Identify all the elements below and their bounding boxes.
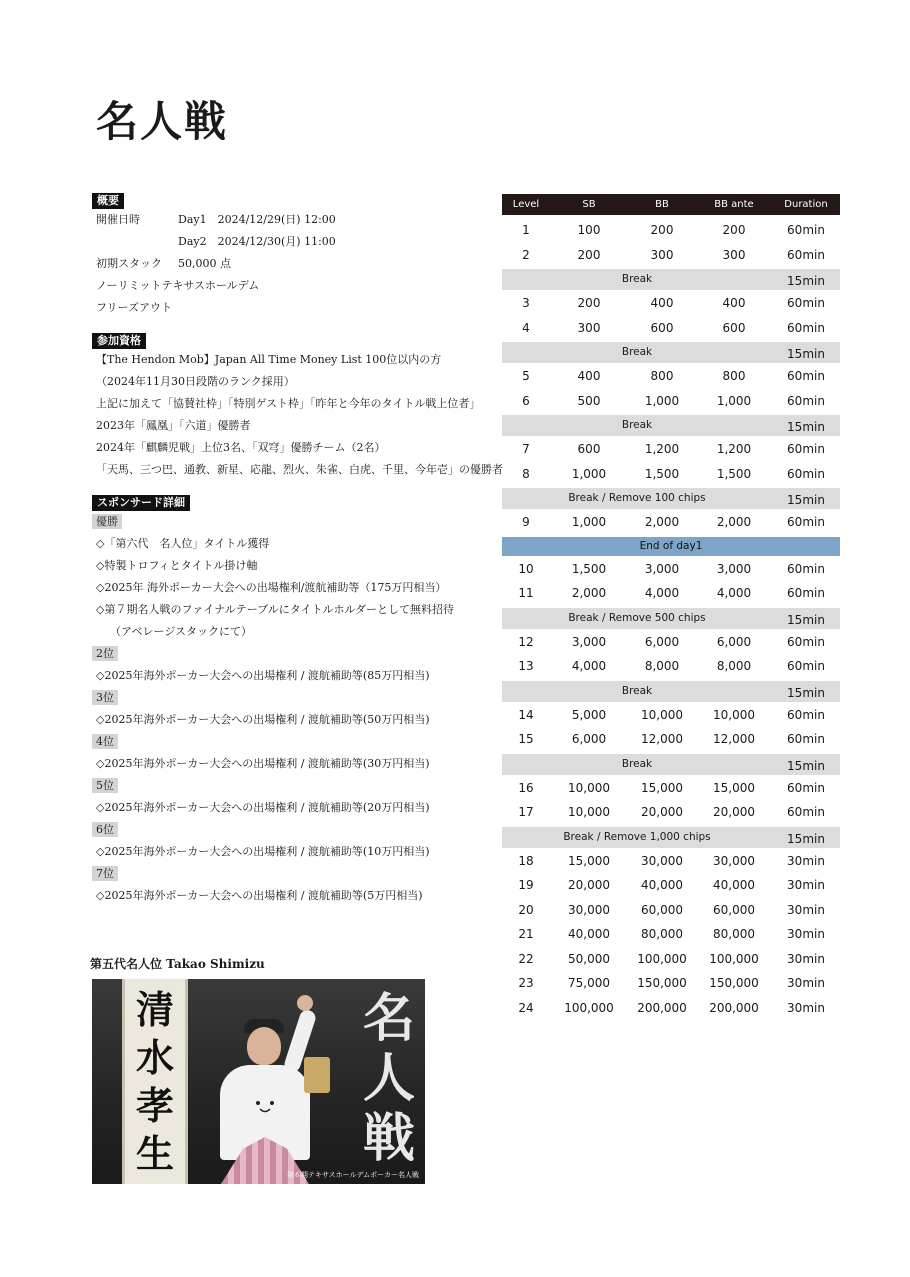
cell-sb: 4,000 [571,659,607,673]
page-title: 名人戦 [96,97,229,146]
cell-level: 15 [518,732,534,746]
banner-char: 人 [362,1048,415,1109]
table-row [502,557,840,582]
cell-bb: 400 [650,296,674,310]
cell-level: 7 [522,442,530,456]
cell-duration: 60min [787,369,825,383]
cell-level: 13 [518,659,534,673]
table-row [502,630,840,655]
header-duration: Duration [784,199,828,210]
sweater-face-icon [250,1097,280,1117]
overview-row [92,231,492,253]
cell-level: 10 [518,561,534,576]
header-level: Level [512,199,540,210]
cell-duration: 60min [787,515,825,529]
place-label: 4位 [92,734,118,749]
break-duration: 15min [787,420,825,434]
eligibility-line: （2024年11月30日段階のランク採用） [96,375,295,388]
sponsor-heading: スポンサード詳細 [92,495,190,511]
cell-sb: 600 [577,442,601,456]
break-label: Break / Remove 1,000 chips [563,830,711,843]
break-duration: 15min [787,831,825,846]
cell-sb: 1,000 [571,466,607,481]
cell-duration: 60min [787,296,825,310]
overview-row-label: 開催日時 [96,213,140,226]
table-header [502,194,840,215]
cell-ante: 6,000 [716,634,752,649]
cell-duration: 60min [787,561,825,576]
table-row [502,243,840,268]
champion-photo [92,979,425,1184]
prize-line: ◇2025年海外ポーカー大会への出場権利 / 渡航補助等(85万円相当) [96,669,430,682]
cell-ante: 300 [722,247,746,262]
cell-bb: 80,000 [641,927,683,941]
table-row [502,703,840,728]
cell-duration: 30min [787,853,825,868]
cell-ante: 20,000 [713,805,755,819]
cell-bb: 8,000 [644,659,680,673]
cell-level: 14 [518,707,534,722]
overview-line: ノーリミットテキサスホールデム [96,279,260,292]
cell-level: 11 [518,586,534,600]
break-duration: 15min [787,493,825,507]
cell-ante: 600 [722,320,746,335]
eligibility-section [92,333,503,481]
break-row [502,415,840,436]
table-row [502,898,840,923]
overview-row-value: Day2 2024/12/30(月) 11:00 [178,235,336,248]
cell-ante: 80,000 [713,927,755,941]
cell-ante: 200 [722,223,746,237]
cell-level: 17 [518,805,534,819]
cell-sb: 100 [577,223,601,237]
cell-sb: 200 [577,247,601,262]
cell-level: 18 [518,853,534,868]
cell-ante: 15,000 [713,780,755,795]
cell-bb: 1,000 [644,393,680,408]
trophy-icon [304,1057,330,1093]
header-bb: BB [655,199,669,210]
cell-sb: 40,000 [568,927,610,941]
cell-duration: 60min [787,320,825,335]
table-row [502,922,840,947]
cell-ante: 800 [722,369,746,383]
cell-duration: 60min [787,393,825,408]
table-row [502,218,840,243]
cell-bb: 1,500 [644,466,680,481]
cell-bb: 40,000 [641,878,683,892]
cell-ante: 8,000 [716,659,752,673]
cell-ante: 4,000 [716,586,752,600]
table-row [502,971,840,996]
cell-bb: 2,000 [644,515,680,529]
break-duration: 15min [787,758,825,773]
table-row [502,873,840,898]
cell-sb: 50,000 [568,951,610,966]
table-row [502,291,840,316]
prize-line: ◇「第六代 名人位」タイトル獲得 [96,537,270,550]
cell-sb: 20,000 [568,878,610,892]
cell-bb: 800 [650,369,674,383]
end-of-day-row: End of day1 [502,537,840,556]
place-label-first: 優勝 [92,514,122,529]
cell-sb: 100,000 [564,1000,614,1015]
break-label: Break [621,346,653,358]
table-row [502,581,840,606]
eligibility-line: 上記に加えて「協賛社枠」「特別ゲスト枠」「昨年と今年のタイトル戦上位者」 [96,397,481,410]
cell-bb: 100,000 [637,951,687,966]
cell-sb: 5,000 [571,707,607,722]
cell-bb: 6,000 [644,634,680,649]
break-duration: 15min [787,347,825,361]
cell-bb: 20,000 [641,805,683,819]
cell-duration: 60min [787,247,825,262]
cell-ante: 200,000 [709,1000,759,1015]
table-body [502,218,840,1020]
overview-row-label: 初期スタック [96,257,162,270]
cell-level: 22 [518,951,534,966]
break-row [502,608,840,629]
cell-bb: 4,000 [644,586,680,600]
cell-bb: 150,000 [637,976,687,990]
cell-sb: 500 [577,393,601,408]
cell-ante: 10,000 [713,707,755,722]
cell-ante: 400 [722,296,746,310]
cell-ante: 1,000 [716,393,752,408]
prize-line: ◇第７期名人戦のファイナルテーブルにタイトルホルダーとして無料招待 [96,603,455,616]
prize-line: ◇2025年 海外ポーカー大会への出場権利/渡航補助等（175万円相当） [96,581,447,594]
table-row [502,437,840,462]
spacer [92,481,492,495]
cell-duration: 60min [787,223,825,237]
cell-ante: 12,000 [713,732,755,746]
cell-sb: 10,000 [568,805,610,819]
prize-line: （アベレージスタックにて） [110,625,253,638]
table-row [502,776,840,801]
cell-ante: 2,000 [716,515,752,529]
cell-duration: 60min [787,659,825,673]
cell-duration: 60min [787,805,825,819]
cell-level: 23 [518,976,534,990]
overview-heading: 概要 [92,193,124,209]
cell-bb: 3,000 [644,561,680,576]
prize-line: ◇2025年海外ポーカー大会への出場権利 / 渡航補助等(5万円相当) [96,889,423,902]
break-duration: 15min [787,274,825,288]
cell-bb: 60,000 [641,902,683,917]
header-ante: BB ante [714,199,754,210]
photo-overlay-caption: 第６期テキサスホールデムポーカー名人戦 [286,1171,419,1179]
sponsor-section [92,495,492,907]
break-row [502,827,840,848]
table-row [502,316,840,341]
cell-level: 16 [518,780,534,795]
cell-duration: 30min [787,878,825,892]
place-label: 6位 [92,822,118,837]
cell-sb: 3,000 [571,634,607,649]
cell-level: 3 [522,296,530,310]
table-row [502,364,840,389]
cell-level: 5 [522,369,530,383]
cell-level: 24 [518,1000,534,1015]
cell-bb: 200,000 [637,1000,687,1015]
cell-sb: 300 [577,320,601,335]
cell-duration: 60min [787,466,825,481]
cell-sb: 15,000 [568,853,610,868]
cell-ante: 30,000 [713,853,755,868]
break-row [502,754,840,775]
spacer [92,319,492,333]
cell-duration: 30min [787,951,825,966]
cell-sb: 6,000 [571,732,607,746]
break-label: Break [621,757,653,770]
table-row [502,654,840,679]
eligibility-line: 2023年「鳳凰」「六道」優勝者 [96,419,251,432]
cell-bb: 30,000 [641,853,683,868]
table-row [502,947,840,972]
break-duration: 15min [787,612,825,627]
break-label: Break [621,273,653,285]
table-row [502,510,840,535]
cell-bb: 12,000 [641,732,683,746]
overview-row-value: 50,000 点 [178,257,231,270]
place-label: 7位 [92,866,118,881]
cell-sb: 2,000 [571,586,607,600]
overview-row [92,253,492,275]
table-row [502,849,840,874]
overview-line: フリーズアウト [96,301,173,314]
prize-line: ◇2025年海外ポーカー大会への出場権利 / 渡航補助等(50万円相当) [96,713,430,726]
cell-duration: 60min [787,586,825,600]
cell-duration: 60min [787,442,825,456]
eligibility-line: 2024年「麒麟児戦」上位3名、「双穹」優勝チーム（2名） [96,441,386,454]
table-row [502,800,840,825]
scroll-char: 水 [135,1035,174,1080]
banner-char: 戦 [362,1108,415,1169]
place-label: 5位 [92,778,118,793]
break-label: Break / Remove 100 chips [568,492,706,504]
cell-duration: 60min [787,634,825,649]
eligibility-line: 「天馬、三つ巴、通教、新星、応龍、烈火、朱雀、白虎、千里、今年壱」の優勝者 [96,463,503,476]
cell-bb: 1,200 [644,442,680,456]
break-duration: 15min [787,685,825,700]
fist [297,995,313,1011]
break-row [502,681,840,702]
break-label: Break / Remove 500 chips [568,611,706,624]
banner-char: 名 [362,988,415,1049]
cell-duration: 30min [787,976,825,990]
break-row [502,488,840,509]
cell-level: 4 [522,320,530,335]
cell-duration: 60min [787,732,825,746]
cell-ante: 150,000 [709,976,759,990]
break-label: Break [621,684,653,697]
scroll-char: 清 [135,987,174,1032]
banner-calligraphy [359,989,419,1174]
cell-sb: 75,000 [568,976,610,990]
cell-ante: 1,500 [716,466,752,481]
cell-bb: 600 [650,320,674,335]
cell-sb: 1,000 [571,515,607,529]
cell-duration: 60min [787,780,825,795]
cell-sb: 1,500 [571,561,607,576]
cell-bb: 300 [650,247,674,262]
overview-row-value: Day1 2024/12/29(日) 12:00 [178,213,336,226]
overview-section [92,193,492,319]
photo-caption: 第五代名人位 Takao Shimizu [90,957,265,971]
cell-bb: 10,000 [641,707,683,722]
cell-ante: 100,000 [709,951,759,966]
eligibility-line: 【The Hendon Mob】Japan All Time Money List 100位以内の方 [96,353,442,366]
break-row [502,342,840,363]
table-row [502,996,840,1021]
cell-level: 20 [518,902,534,917]
cell-sb: 200 [577,296,601,310]
scroll-char: 孝 [135,1083,174,1128]
cell-sb: 30,000 [568,902,610,917]
cell-duration: 30min [787,927,825,941]
info-column [92,193,503,907]
cell-duration: 30min [787,902,825,917]
table-row [502,389,840,414]
place-label: 3位 [92,690,118,705]
cell-duration: 30min [787,1000,825,1015]
prize-line: ◇2025年海外ポーカー大会への出場権利 / 渡航補助等(10万円相当) [96,845,430,858]
calligraphy-scroll [122,979,188,1184]
cell-level: 1 [522,223,530,237]
cell-ante: 3,000 [716,561,752,576]
cell-level: 21 [518,927,534,941]
table-row [502,462,840,487]
blind-structure-table [502,194,840,1020]
cell-ante: 40,000 [713,878,755,892]
cell-level: 8 [522,466,530,481]
place-label: 2位 [92,646,118,661]
cell-level: 6 [522,393,530,408]
table-row [502,727,840,752]
person-head [247,1027,281,1065]
cell-sb: 10,000 [568,780,610,795]
cell-bb: 15,000 [641,780,683,795]
prize-line: ◇2025年海外ポーカー大会への出場権利 / 渡航補助等(20万円相当) [96,801,430,814]
prize-line: ◇特製トロフィとタイトル掛け軸 [96,559,258,572]
cell-ante: 60,000 [713,902,755,917]
cell-duration: 60min [787,707,825,722]
cell-level: 9 [522,515,530,529]
cell-level: 12 [518,634,534,649]
break-label: Break [621,419,653,431]
break-row [502,269,840,290]
eligibility-heading: 参加資格 [92,333,146,349]
cell-level: 19 [518,878,534,892]
cell-bb: 200 [650,223,674,237]
cell-ante: 1,200 [716,442,752,456]
cell-sb: 400 [577,369,601,383]
prize-line: ◇2025年海外ポーカー大会への出場権利 / 渡航補助等(30万円相当) [96,757,430,770]
header-sb: SB [582,199,596,210]
cell-level: 2 [522,247,530,262]
overview-row [92,209,492,231]
scroll-char: 生 [135,1131,174,1176]
